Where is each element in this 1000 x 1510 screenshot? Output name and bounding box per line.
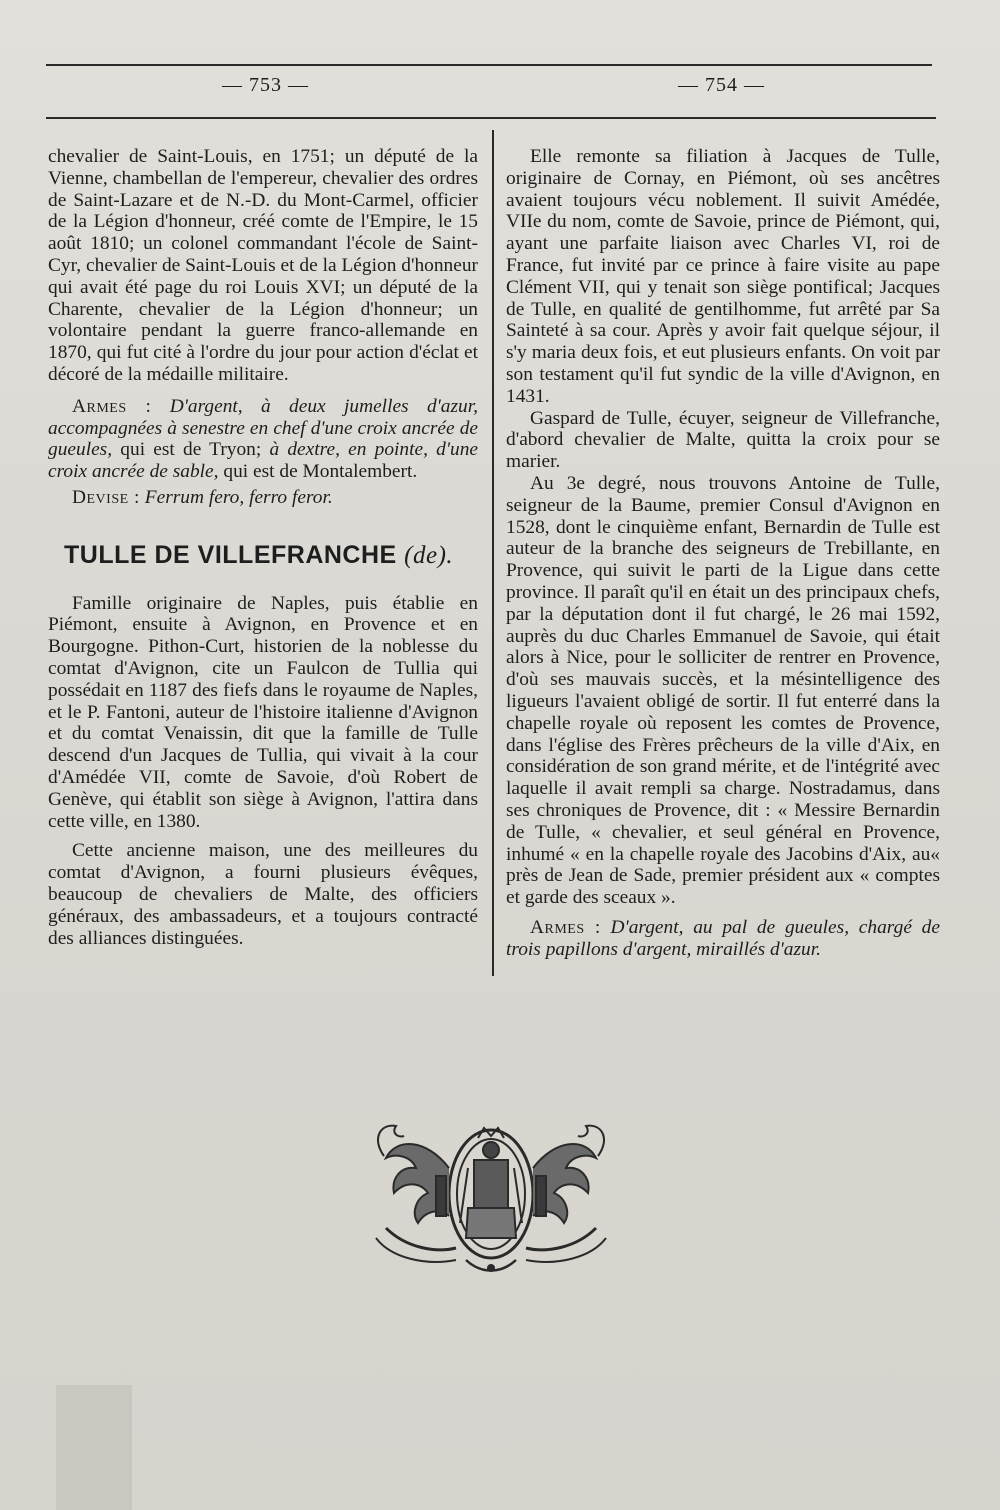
heading-main: TULLE DE VILLEFRANCHE [64, 540, 397, 569]
column-divider [492, 130, 494, 976]
left-column [48, 146, 478, 949]
right-paragraph-antoine: Au 3e degré, nous trouvons Antoine de Tulle, seigneur de la Baume, premier Consul d'Avignon en 1528, dont le cinquième enfant, Bernardin de Tulle est auteur de la branche des seigneurs de Trebillante, en Provence, qui suivit le parti de la Ligue dans cette province. Il paraît qu'il en était un des principaux chefs, par la députation dont il fut chargé, le 26 mai 1592, auprès du duc Charles Emmanuel de Savoie, qui était alors à Nice, pour le solliciter de rentrer en Provence, d'où ses mauvais succès, et la mésintelligence des ligueurs l'avaient obligé de sortir. Il fut enterré dans la chapelle royale où reposent les comtes de Provence, dans l'église des Frères prêcheurs de la ville d'Aix, en considération de son grand mérite, et de l'intégrité avec laquelle il avait rempli sa charge. Nostradamus, dans ses chroniques de Provence, dit : « Messire Bernardin de Tulle, « chevalier, et seul général en Provence, inhumé « en la chapelle royale des Jacobins d'Aix, au« près de Jean de Sade, premier président aux « comptes et garde des sceaux ». [506, 472, 940, 909]
right-armes-paragraph [506, 917, 940, 961]
scan-shadow [56, 1385, 132, 1510]
left-paragraph-continued: chevalier de Saint-Louis, en 1751; un député de la Vienne, chambellan de l'empereur, chevalier des ordres de Saint-Lazare et de N.-D. du Mont-Carmel, officier de la Légion d'honneur, créé comte de l'Empire, le 15 août 1810; un colonel commandant l'école de Saint-Cyr, chevalier de Saint-Louis et de la Légion d'honneur qui avait été page du roi Louis XVI; un député de la Charente, chevalier de la Légion d'honneur; un volontaire pendant la guerre franco-allemande en 1870, qui fut cité à l'ordre du jour pour action d'éclat et décoré de la médaille militaire. [48, 146, 478, 385]
devise-paragraph [48, 487, 478, 509]
top-rule [46, 64, 932, 66]
right-armes-blazon: D'argent, au pal de gueules, chargé de trois papillons d'argent, miraillés d'azur. [506, 916, 940, 960]
devise-label: Devise : [72, 486, 140, 508]
left-paragraph-house: Cette ancienne maison, une des meilleures du comtat d'Avignon, a fourni plusieurs évêques, beaucoup de chevaliers de Malte, des officiers généraux, des ambassadeurs, et a toujours contracté des alliances distinguées. [48, 840, 478, 949]
right-paragraph-gaspard: Gaspard de Tulle, écuyer, seigneur de Villefranche, d'abord chevalier de Malte, quitta la croix pour se marier. [506, 407, 940, 473]
armes-attribution-1: qui est de Tryon; [120, 439, 262, 461]
right-page-number: — 754 — [678, 74, 765, 96]
header-rule [46, 117, 936, 119]
armes-blazon-2: à dextre, en pointe, d'une croix ancrée de sable, [48, 439, 478, 483]
right-armes-label: Armes : [530, 916, 601, 938]
left-armes-paragraph [48, 396, 478, 483]
armes-attribution-2: qui est de Montalembert. [223, 461, 418, 483]
devise-text: Ferrum fero, ferro feror. [144, 486, 333, 508]
armes-blazon-1: D'argent, à deux jumelles d'azur, accompagnées à senestre en chef d'une croix ancrée de gueules, [48, 395, 478, 461]
right-paragraph-filiation: Elle remonte sa filiation à Jacques de Tulle, originaire de Cornay, en Piémont, où ses ancêtres avaient toujours vécu noblement. Il suivit Amédée, VIIe du nom, comte de Savoie, prince de Piémont, qui, ayant une parfaite liaison avec Charles VI, roi de France, fut invité par ce prince à faire visite au pape Clément VII, qui y tenait son siège pontifical; Jacques de Tulle, en qualité de gentilhomme, fut arrêté par Sa Sainteté à sa cour. Après y avoir fait quelque séjour, il s'y maria deux fois, et eut plusieurs enfants. On voit par son testament qu'il fut syndic de la ville d'Avignon, en 1431. [506, 146, 940, 407]
heading-particle: (de). [404, 541, 454, 569]
left-paragraph-origin: Famille originaire de Naples, puis établie en Piémont, ensuite à Avignon, en Provence et en Bourgogne. Pithon-Curt, historien de la noblesse du comtat d'Avignon, cite un Faulcon de Tullia qui possédait en 1187 des fiefs dans le royaume de Naples, et le P. Fantoni, auteur de l'histoire italienne d'Avignon et du comtat Venaissin, dit que la famille de Tulle descend d'un Jacques de Tullia, qui vivait à la cour d'Amédée VII, comte de Savoie, d'où Robert de Genève, qui établit son siège à Avignon, l'attira dans cette ville, en 1380. [48, 592, 478, 832]
right-column [506, 146, 940, 960]
armes-label: Armes : [72, 395, 152, 417]
section-heading [48, 540, 478, 569]
left-page-number: — 753 — [222, 74, 309, 96]
heraldic-vignette-icon [356, 1098, 626, 1278]
